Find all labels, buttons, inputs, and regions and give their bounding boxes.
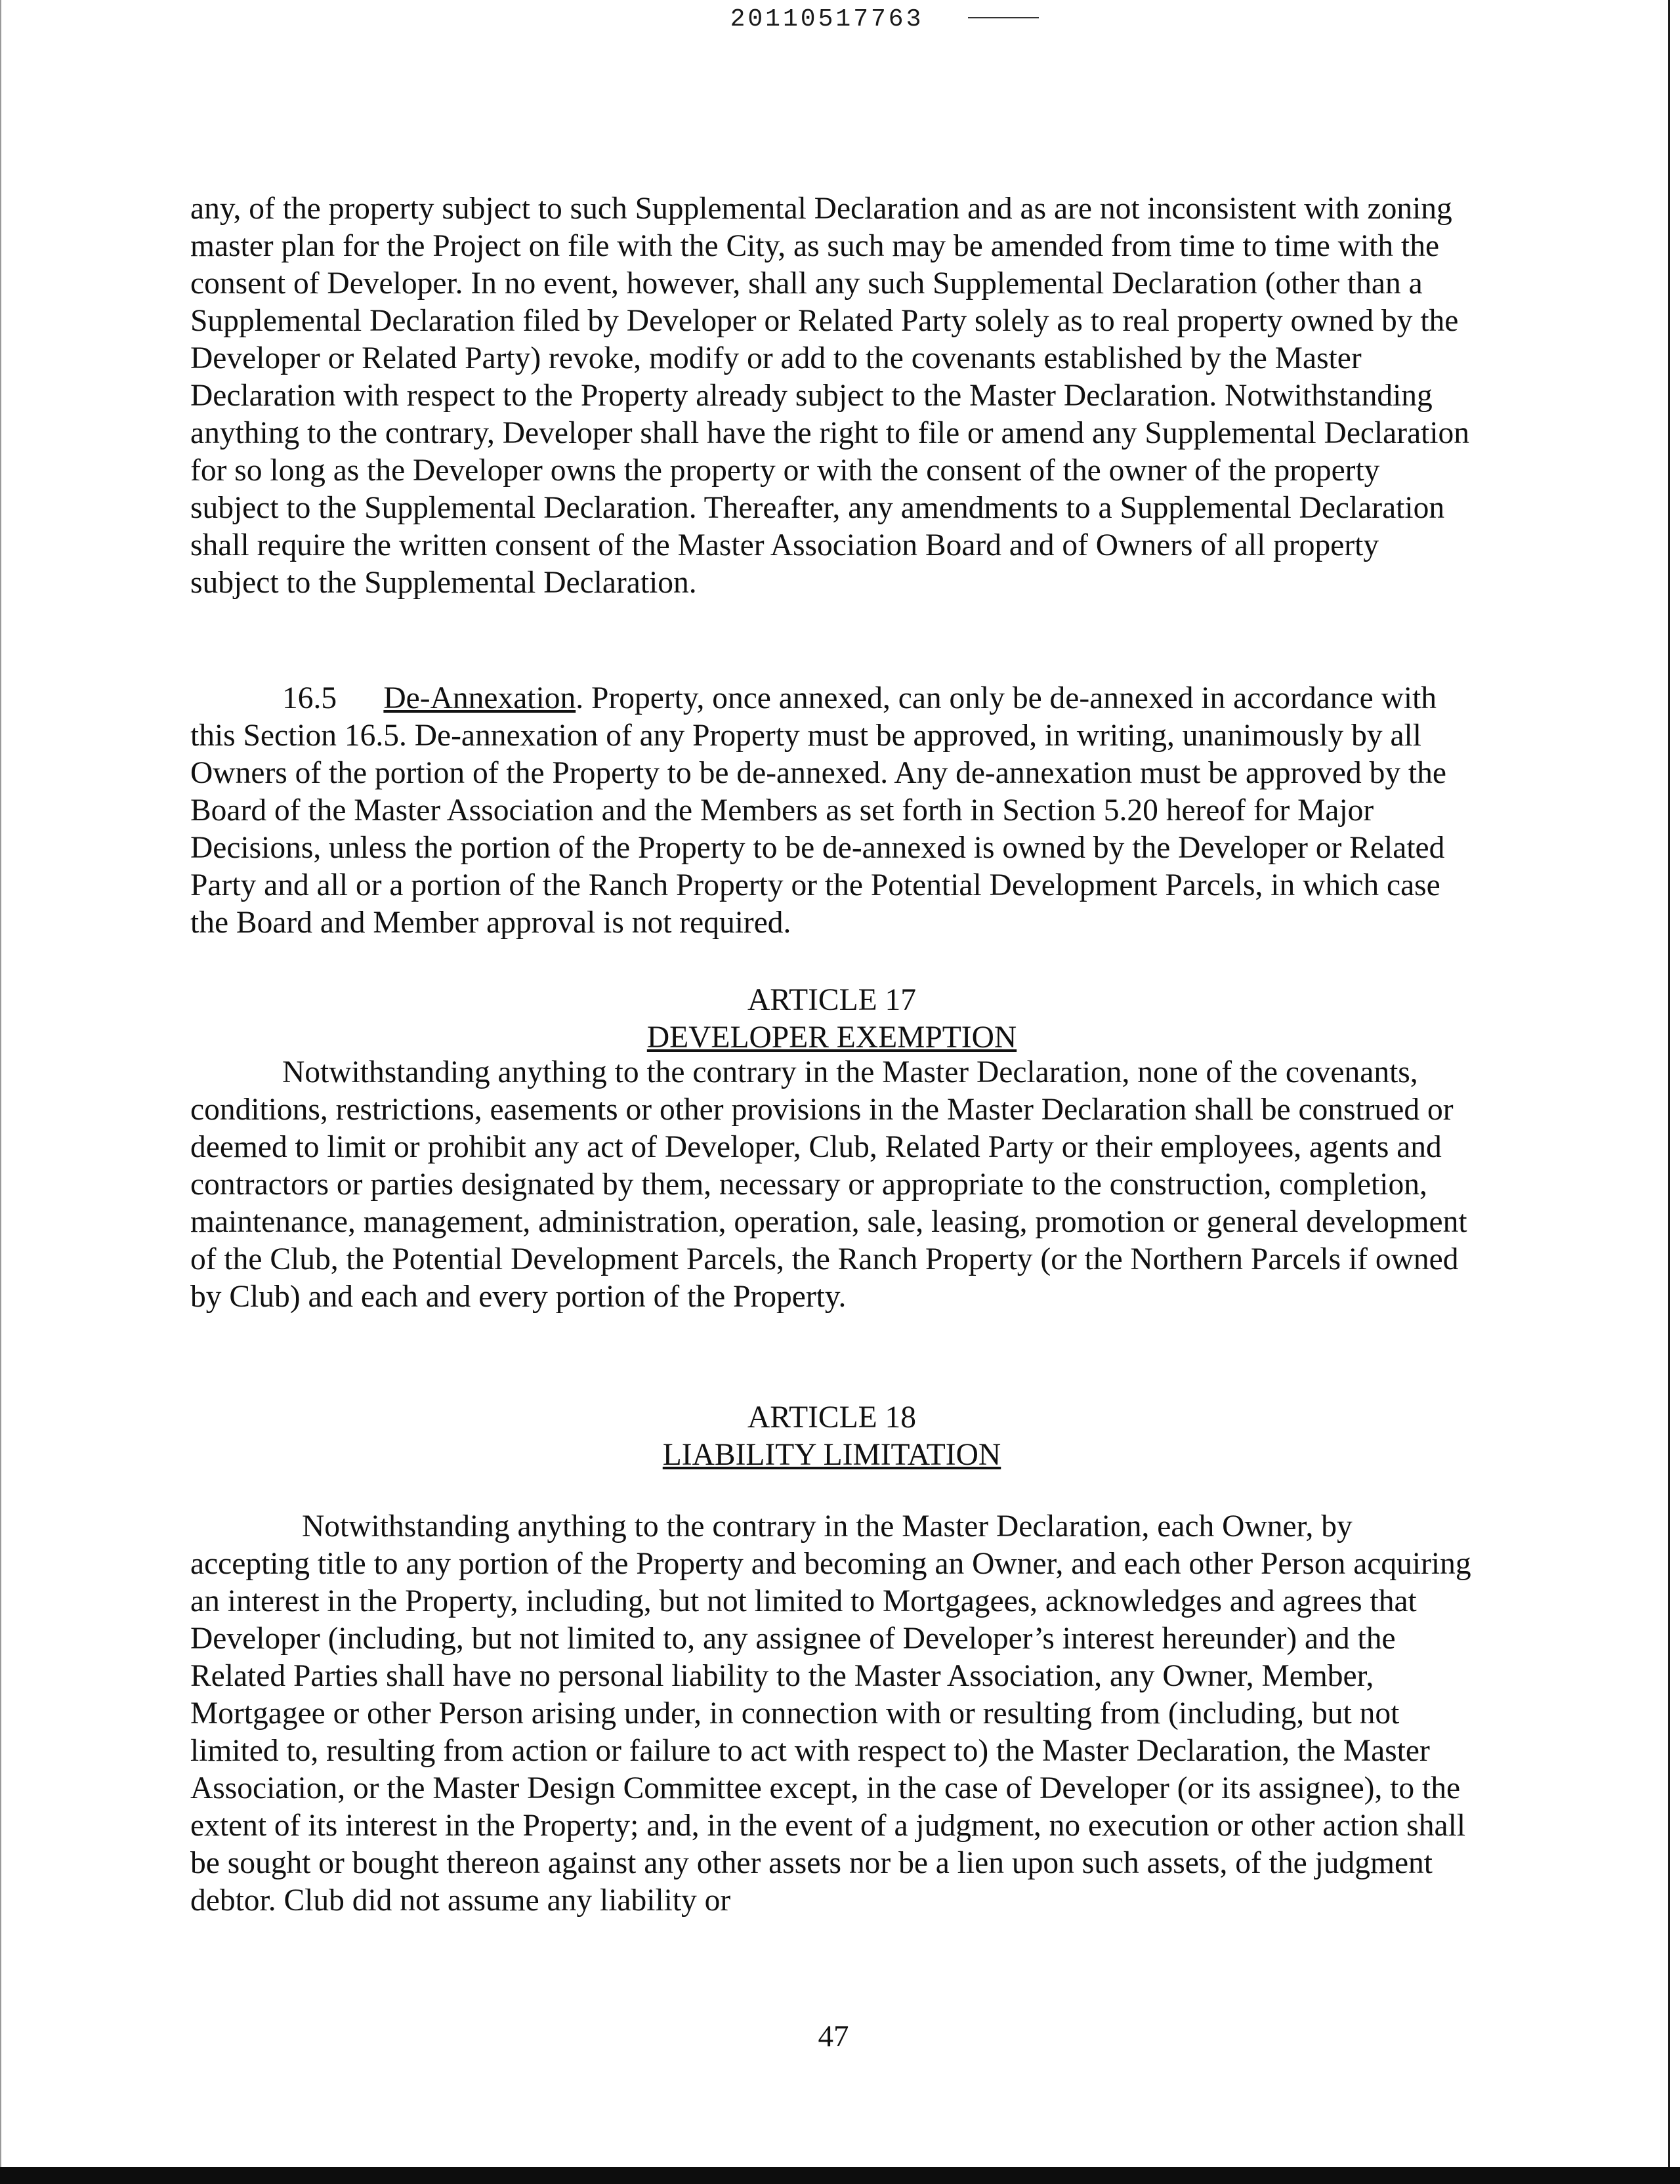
article-17-paragraph: Notwithstanding anything to the contrary in the Master Declaration, none of the covenants, conditions, restrictions, easements or other provisions in the Master Declaration shall be construed or deemed to limit or prohibit any act of Developer, Club, Related Party or their employees, agents and contractors or parties designated by them, necessary or appropriate to the construction, completion, maintenance, management, administration, operation, sale, leasing, promotion or general development of the Club, the Potential Development Parcels, the Ranch Property (or the Northern Parcels if owned by Club) and each and every portion of the Property. bbox=[190, 1055, 1467, 1314]
section-number: 16.5 bbox=[282, 681, 337, 715]
section-16-5-paragraph bbox=[190, 680, 1473, 942]
article-18-title: LIABILITY LIMITATION bbox=[662, 1438, 1001, 1472]
stamp-line bbox=[968, 17, 1039, 18]
article-18-paragraph: Notwithstanding anything to the contrary in the Master Declaration, each Owner, by accepting title to any portion of the Property and becoming an Owner, and each other Person acquiring an interest in the Property, including, but not limited to Mortgagees, acknowledges and agrees that Developer (including, but not limited to, any assignee of Developer’s interest hereunder) and the Related Parties shall have no personal liability to the Master Association, any Owner, Member, Mortgagee or other Person arising under, in connection with or resulting from (including, but not limited to, resulting from action or failure to act with respect to) the Master Declaration, the Master Association, or the Master Design Committee except, in the case of Developer (or its assignee), to the extent of its interest in the Property; and, in the event of a judgment, no execution or other action shall be sought or bought thereon against any other assets nor be a lien upon such assets, of the judgment debtor. Club did not assume any liability or bbox=[190, 1509, 1471, 1918]
page-left-edge bbox=[0, 0, 1, 2184]
page-bottom-edge bbox=[0, 2167, 1680, 2184]
article-18-label: ARTICLE 18 bbox=[747, 1400, 917, 1435]
page-right-edge bbox=[1668, 0, 1670, 2184]
continued-paragraph: any, of the property subject to such Supplemental Declaration and as are not inconsistent with zoning master plan for the Project on file with the City, as such may be amended from time to time with the consent of Developer. In no event, however, shall any such Supplemental Declaration (other than a Supplemental Declaration filed by Developer or Related Party solely as to real property owned by the Developer or Related Party) revoke, modify or add to the covenants established by the Master Declaration with respect to the Property already subject to the Master Declaration. Notwithstanding anything to the contrary, Developer shall have the right to file or amend any Supplemental Declaration for so long as the Developer owns the property or with the consent of the owner of the property subject to the Supplemental Declaration. Thereafter, any amendments to a Supplemental Declaration shall require the written consent of the Master Association Board and of Owners of all property subject to the Supplemental Declaration. bbox=[190, 192, 1470, 600]
article-18-heading bbox=[190, 1399, 1473, 1474]
article-17-label: ARTICLE 17 bbox=[747, 983, 917, 1017]
page-number: 47 bbox=[818, 2019, 849, 2053]
section-heading: De-Annexation bbox=[383, 681, 576, 715]
section-text: . Property, once annexed, can only be de-annexed in accordance with this Section 16.5. De-annexation of any Property must be approved, in writing, unanimously by all Owners of the portion of the Property to be de-annexed. Any de-annexation must be approved by the Board of the Master Association and the Members as set forth in Section 5.20 hereof for Major Decisions, unless the portion of the Property to be de-annexed is owned by the Developer or Related Party and all or a portion of the Ranch Property or the Potential Development Parcels, in which case the Board and Member approval is not required. bbox=[190, 681, 1446, 940]
article-17-heading bbox=[190, 982, 1473, 1057]
article-17-title: DEVELOPER EXEMPTION bbox=[646, 1020, 1017, 1055]
document-number: 20110517763 bbox=[730, 5, 924, 33]
